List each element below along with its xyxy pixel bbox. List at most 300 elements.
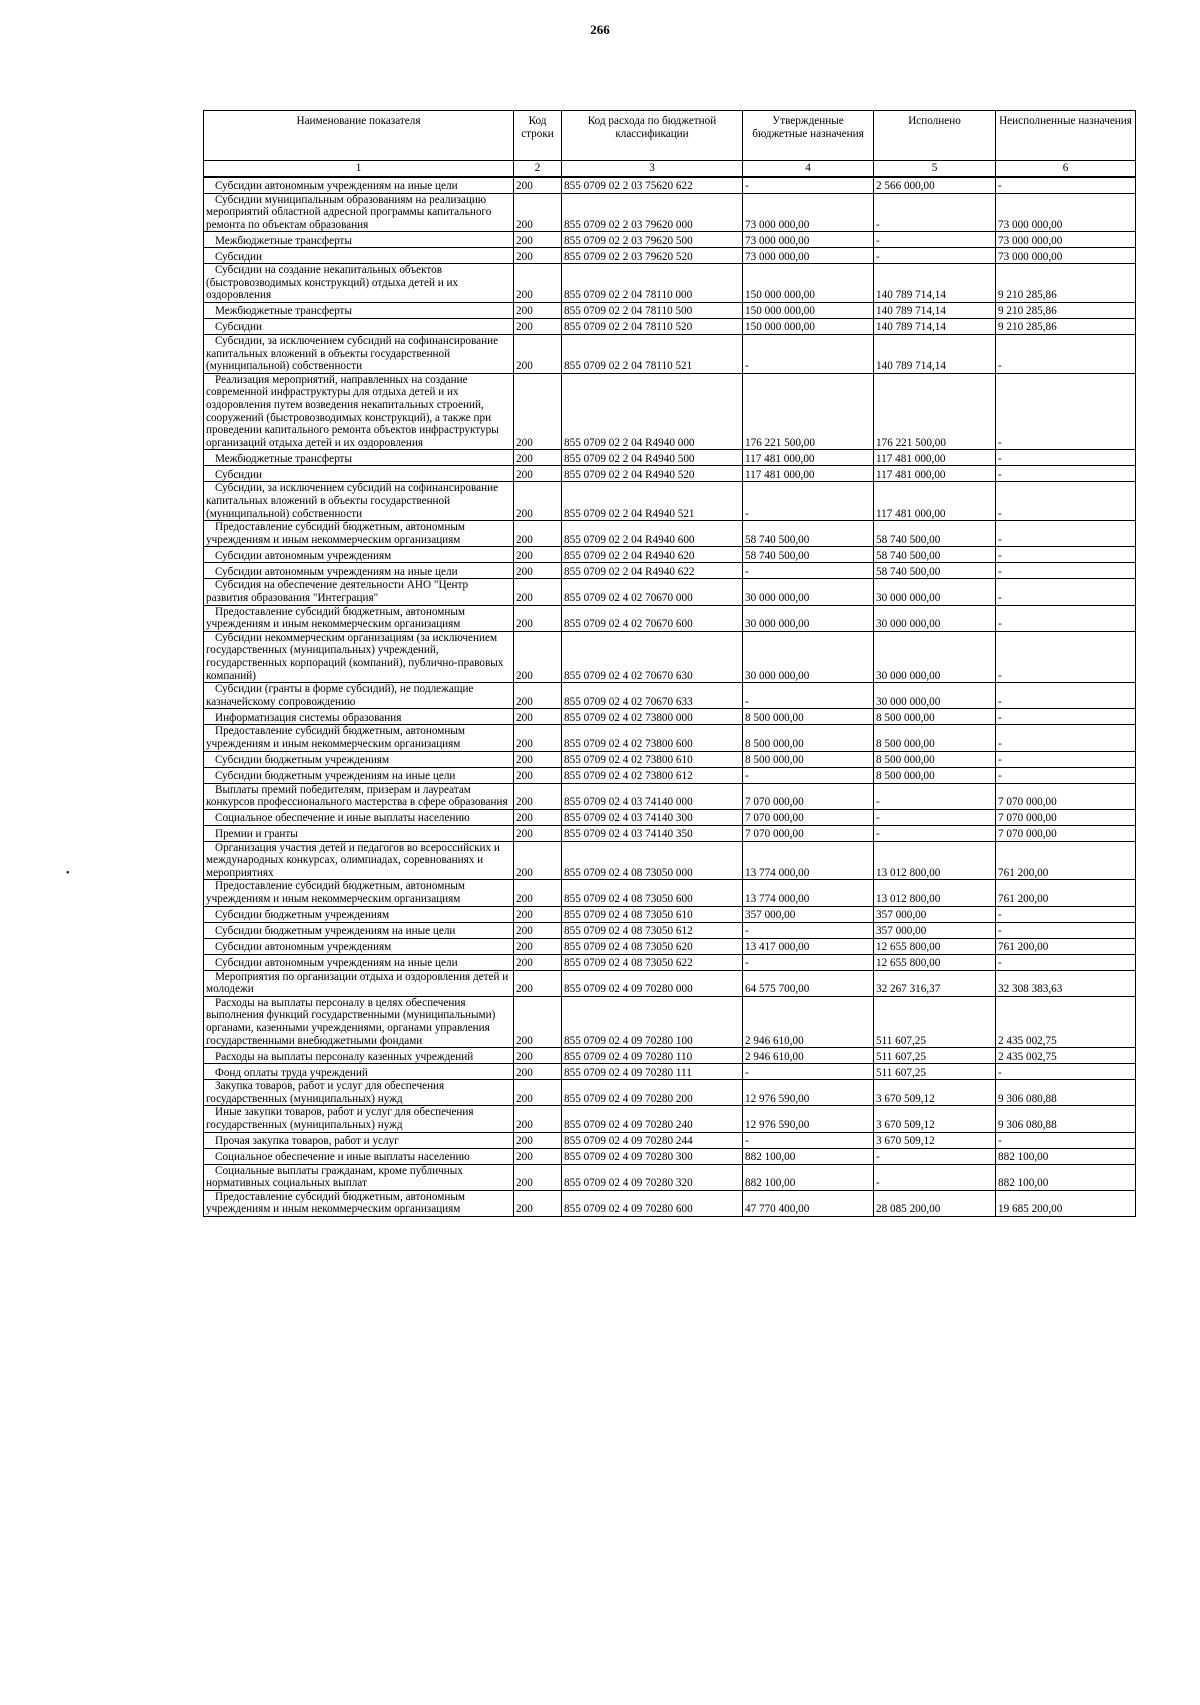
table-row: [204, 579, 1136, 605]
row-line-code-cell: 200: [514, 683, 562, 709]
row-name-cell: [204, 938, 514, 954]
row-line-code-cell: 200: [514, 709, 562, 725]
row-approved-cell: 73 000 000,00: [743, 232, 874, 248]
row-name-cell: [204, 825, 514, 841]
row-unexecuted-cell: -: [996, 683, 1136, 709]
row-unexecuted-cell: -: [996, 922, 1136, 938]
row-unexecuted-cell: -: [996, 631, 1136, 682]
row-name-text: Мероприятия по организации отдыха и оздоровления детей и молодежи: [206, 970, 509, 996]
row-expense-code-cell: 855 0709 02 4 09 70280 200: [562, 1080, 743, 1106]
row-name-cell: [204, 954, 514, 970]
row-executed-cell: -: [874, 825, 996, 841]
row-name-text: Субсидии бюджетным учреждениям: [215, 909, 390, 922]
table-row: [204, 482, 1136, 521]
row-name-text: Закупка товаров, работ и услуг для обеспечения государственных (муниципальных) нужд: [206, 1080, 445, 1105]
row-line-code-cell: 200: [514, 450, 562, 466]
row-line-code-cell: 200: [514, 1190, 562, 1216]
row-name-cell: [204, 970, 514, 996]
row-unexecuted-cell: -: [996, 547, 1136, 563]
row-executed-cell: 58 740 500,00: [874, 547, 996, 563]
row-line-code-cell: 200: [514, 783, 562, 809]
row-name-text: Субсидии автономным учреждениям: [215, 941, 392, 954]
row-name-cell: [204, 248, 514, 264]
row-expense-code-cell: 855 0709 02 4 09 70280 244: [562, 1132, 743, 1148]
row-approved-cell: -: [743, 767, 874, 783]
row-name-text: Выплаты премий победителям, призерам и лауреатам конкурсов профессионального мастерства в сфере образования: [206, 783, 508, 809]
table-row: [204, 232, 1136, 248]
row-unexecuted-cell: 2 435 002,75: [996, 1048, 1136, 1064]
row-name-text: Субсидии, за исключением субсидий на софинансирование капитальных вложений в объекты государственной (муниципальной) собственности: [206, 335, 499, 373]
table-row: [204, 335, 1136, 374]
row-expense-code-cell: 855 0709 02 4 09 70280 110: [562, 1048, 743, 1064]
row-name-text: Информатизация системы образования: [215, 711, 402, 724]
row-approved-cell: 12 976 590,00: [743, 1106, 874, 1132]
row-executed-cell: -: [874, 809, 996, 825]
row-executed-cell: 13 012 800,00: [874, 841, 996, 880]
table-row: [204, 563, 1136, 579]
row-name-text: Межбюджетные трансферты: [215, 305, 352, 318]
row-executed-cell: 511 607,25: [874, 1064, 996, 1080]
header-expense-code: Код расхода по бюджетной классификации: [562, 111, 743, 161]
row-line-code-cell: 200: [514, 841, 562, 880]
row-line-code-cell: 200: [514, 751, 562, 767]
row-expense-code-cell: 855 0709 02 4 09 70280 240: [562, 1106, 743, 1132]
row-approved-cell: 64 575 700,00: [743, 970, 874, 996]
row-name-text: Субсидии (гранты в форме субсидий), не подлежащие казначейскому сопровождению: [206, 683, 474, 708]
column-number: 3: [562, 161, 743, 178]
row-executed-cell: 140 789 714,14: [874, 264, 996, 303]
table-row: [204, 193, 1136, 232]
row-unexecuted-cell: 73 000 000,00: [996, 248, 1136, 264]
row-unexecuted-cell: -: [996, 521, 1136, 547]
row-unexecuted-cell: 9 210 285,86: [996, 303, 1136, 319]
row-unexecuted-cell: 9 306 080,88: [996, 1080, 1136, 1106]
row-line-code-cell: 200: [514, 248, 562, 264]
row-unexecuted-cell: 9 306 080,88: [996, 1106, 1136, 1132]
row-executed-cell: 28 085 200,00: [874, 1190, 996, 1216]
table-header: [204, 111, 1136, 178]
column-number: 4: [743, 161, 874, 178]
row-approved-cell: 357 000,00: [743, 906, 874, 922]
table-row: [204, 319, 1136, 335]
row-expense-code-cell: 855 0709 02 4 02 70670 000: [562, 579, 743, 605]
row-expense-code-cell: 855 0709 02 4 02 73800 612: [562, 767, 743, 783]
row-name-cell: [204, 563, 514, 579]
row-name-cell: [204, 683, 514, 709]
row-unexecuted-cell: -: [996, 906, 1136, 922]
header-line-code: Код строки: [514, 111, 562, 161]
table-row: [204, 547, 1136, 563]
row-executed-cell: 30 000 000,00: [874, 631, 996, 682]
row-name-text: Субсидии муниципальным образованиям на реализацию мероприятий областной адресной программы капитального ремонта по объектам образования: [206, 193, 492, 231]
row-name-cell: [204, 922, 514, 938]
row-approved-cell: 13 417 000,00: [743, 938, 874, 954]
row-line-code-cell: 200: [514, 1132, 562, 1148]
row-approved-cell: 7 070 000,00: [743, 783, 874, 809]
row-approved-cell: 73 000 000,00: [743, 248, 874, 264]
row-name-text: Предоставление субсидий бюджетным, автономным учреждениям и иным некоммерческим организациям: [206, 880, 465, 906]
row-approved-cell: -: [743, 1132, 874, 1148]
row-approved-cell: 2 946 610,00: [743, 1048, 874, 1064]
row-executed-cell: 511 607,25: [874, 996, 996, 1047]
row-unexecuted-cell: -: [996, 579, 1136, 605]
table-row: [204, 466, 1136, 482]
row-name-text: Организация участия детей и педагогов во всероссийских и международных конкурсах, олимпиадах, соревнованиях и мероприятиях: [206, 841, 500, 879]
table-row: [204, 996, 1136, 1047]
row-name-cell: [204, 1106, 514, 1132]
row-name-cell: [204, 751, 514, 767]
table-row: [204, 631, 1136, 682]
row-executed-cell: 58 740 500,00: [874, 521, 996, 547]
table-row: [204, 1106, 1136, 1132]
table-row: [204, 783, 1136, 809]
row-line-code-cell: 200: [514, 1106, 562, 1132]
row-name-text: Фонд оплаты труда учреждений: [215, 1066, 368, 1079]
row-executed-cell: 3 670 509,12: [874, 1106, 996, 1132]
row-expense-code-cell: 855 0709 02 4 02 70670 600: [562, 605, 743, 631]
row-expense-code-cell: 855 0709 02 2 04 78110 520: [562, 319, 743, 335]
row-name-cell: [204, 631, 514, 682]
header-unexecuted: Неисполненные назначения: [996, 111, 1136, 161]
budget-execution-table: [203, 110, 1136, 1217]
row-name-cell: [204, 996, 514, 1047]
row-expense-code-cell: 855 0709 02 2 04 R4940 520: [562, 466, 743, 482]
row-name-cell: [204, 1190, 514, 1216]
row-name-cell: [204, 709, 514, 725]
table-row: [204, 1190, 1136, 1216]
row-name-text: Субсидии на создание некапитальных объектов (быстровозводимых конструкций) отдыха детей и их оздоровления: [206, 264, 459, 302]
header-executed: Исполнено: [874, 111, 996, 161]
row-executed-cell: 140 789 714,14: [874, 335, 996, 374]
row-executed-cell: 140 789 714,14: [874, 303, 996, 319]
row-expense-code-cell: 855 0709 02 4 09 70280 111: [562, 1064, 743, 1080]
row-executed-cell: 357 000,00: [874, 922, 996, 938]
table-row: [204, 521, 1136, 547]
row-expense-code-cell: 855 0709 02 2 04 R4940 521: [562, 482, 743, 521]
row-line-code-cell: 200: [514, 880, 562, 906]
row-unexecuted-cell: -: [996, 450, 1136, 466]
row-line-code-cell: 200: [514, 1148, 562, 1164]
row-line-code-cell: 200: [514, 563, 562, 579]
row-unexecuted-cell: 882 100,00: [996, 1148, 1136, 1164]
row-approved-cell: 7 070 000,00: [743, 809, 874, 825]
row-executed-cell: 13 012 800,00: [874, 880, 996, 906]
row-name-cell: [204, 880, 514, 906]
row-name-cell: [204, 193, 514, 232]
row-executed-cell: 30 000 000,00: [874, 605, 996, 631]
row-approved-cell: 47 770 400,00: [743, 1190, 874, 1216]
row-unexecuted-cell: 761 200,00: [996, 938, 1136, 954]
row-name-text: Субсидии бюджетным учреждениям на иные цели: [215, 769, 456, 782]
row-name-cell: [204, 547, 514, 563]
table-row: [204, 938, 1136, 954]
row-name-text: Социальное обеспечение и иные выплаты населению: [215, 812, 470, 825]
row-expense-code-cell: 855 0709 02 4 02 73800 000: [562, 709, 743, 725]
row-unexecuted-cell: -: [996, 954, 1136, 970]
row-executed-cell: 2 566 000,00: [874, 177, 996, 193]
row-expense-code-cell: 855 0709 02 4 09 70280 300: [562, 1148, 743, 1164]
row-expense-code-cell: 855 0709 02 4 03 74140 300: [562, 809, 743, 825]
row-name-text: Предоставление субсидий бюджетным, автономным учреждениям и иным некоммерческим организациям: [206, 521, 465, 546]
row-line-code-cell: 200: [514, 954, 562, 970]
row-expense-code-cell: 855 0709 02 4 08 73050 612: [562, 922, 743, 938]
row-unexecuted-cell: -: [996, 482, 1136, 521]
table-row: [204, 1132, 1136, 1148]
table-row: [204, 709, 1136, 725]
row-executed-cell: 357 000,00: [874, 906, 996, 922]
row-name-cell: [204, 335, 514, 374]
row-name-text: Субсидии бюджетным учреждениям: [215, 753, 390, 766]
row-name-cell: [204, 1048, 514, 1064]
row-line-code-cell: 200: [514, 177, 562, 193]
row-unexecuted-cell: 19 685 200,00: [996, 1190, 1136, 1216]
row-name-text: Межбюджетные трансферты: [215, 452, 352, 465]
row-expense-code-cell: 855 0709 02 4 08 73050 610: [562, 906, 743, 922]
row-expense-code-cell: 855 0709 02 4 03 74140 000: [562, 783, 743, 809]
row-executed-cell: -: [874, 1164, 996, 1190]
row-unexecuted-cell: -: [996, 466, 1136, 482]
row-line-code-cell: 200: [514, 1164, 562, 1190]
row-name-cell: [204, 767, 514, 783]
row-name-text: Предоставление субсидий бюджетным, автономным учреждениям и иным некоммерческим организациям: [206, 1190, 465, 1216]
table-row: [204, 906, 1136, 922]
row-unexecuted-cell: -: [996, 335, 1136, 374]
row-approved-cell: 150 000 000,00: [743, 303, 874, 319]
row-line-code-cell: 200: [514, 725, 562, 751]
row-line-code-cell: 200: [514, 319, 562, 335]
row-expense-code-cell: 855 0709 02 4 09 70280 320: [562, 1164, 743, 1190]
header-approved: Утвержденные бюджетные назначения: [743, 111, 874, 161]
row-expense-code-cell: 855 0709 02 2 03 79620 520: [562, 248, 743, 264]
row-executed-cell: 8 500 000,00: [874, 767, 996, 783]
row-unexecuted-cell: -: [996, 767, 1136, 783]
row-name-text: Реализация мероприятий, направленных на создание современной инфраструктуры для отдыха детей и их оздоровления путем возведения некапитальных строений, сооружений (быстровозводимых конструкций), а также при проведении капитального ремонта объектов инфраструктуры организаций отдыха детей и их оздоровления: [206, 373, 499, 449]
row-approved-cell: -: [743, 335, 874, 374]
row-unexecuted-cell: 7 070 000,00: [996, 809, 1136, 825]
row-approved-cell: 7 070 000,00: [743, 825, 874, 841]
row-name-cell: [204, 1148, 514, 1164]
row-approved-cell: 2 946 610,00: [743, 996, 874, 1047]
row-expense-code-cell: 855 0709 02 4 09 70280 600: [562, 1190, 743, 1216]
row-expense-code-cell: 855 0709 02 2 04 R4940 500: [562, 450, 743, 466]
row-executed-cell: 3 670 509,12: [874, 1080, 996, 1106]
row-expense-code-cell: 855 0709 02 2 04 78110 000: [562, 264, 743, 303]
row-unexecuted-cell: 761 200,00: [996, 880, 1136, 906]
row-line-code-cell: 200: [514, 938, 562, 954]
row-name-cell: [204, 841, 514, 880]
table-row: [204, 303, 1136, 319]
row-unexecuted-cell: 9 210 285,86: [996, 264, 1136, 303]
table-row: [204, 1048, 1136, 1064]
row-executed-cell: 58 740 500,00: [874, 563, 996, 579]
row-expense-code-cell: 855 0709 02 2 04 78110 500: [562, 303, 743, 319]
row-executed-cell: 8 500 000,00: [874, 709, 996, 725]
row-executed-cell: -: [874, 783, 996, 809]
row-approved-cell: 13 774 000,00: [743, 880, 874, 906]
row-unexecuted-cell: -: [996, 1132, 1136, 1148]
row-approved-cell: -: [743, 563, 874, 579]
row-line-code-cell: 200: [514, 547, 562, 563]
row-name-text: Субсидии автономным учреждениям на иные цели: [215, 179, 458, 192]
row-expense-code-cell: 855 0709 02 4 03 74140 350: [562, 825, 743, 841]
row-name-cell: [204, 1064, 514, 1080]
row-line-code-cell: 200: [514, 767, 562, 783]
row-expense-code-cell: 855 0709 02 2 03 79620 000: [562, 193, 743, 232]
row-name-cell: [204, 232, 514, 248]
scan-dot: •: [66, 868, 70, 879]
row-executed-cell: 8 500 000,00: [874, 725, 996, 751]
table-row: [204, 751, 1136, 767]
table-row: [204, 605, 1136, 631]
row-line-code-cell: 200: [514, 1064, 562, 1080]
row-expense-code-cell: 855 0709 02 2 03 79620 500: [562, 232, 743, 248]
row-executed-cell: 117 481 000,00: [874, 466, 996, 482]
row-unexecuted-cell: -: [996, 751, 1136, 767]
row-executed-cell: 30 000 000,00: [874, 579, 996, 605]
row-name-cell: [204, 303, 514, 319]
row-executed-cell: 32 267 316,37: [874, 970, 996, 996]
row-unexecuted-cell: -: [996, 563, 1136, 579]
row-line-code-cell: 200: [514, 1048, 562, 1064]
row-line-code-cell: 200: [514, 303, 562, 319]
row-name-text: Субсидии автономным учреждениям: [215, 549, 392, 562]
row-approved-cell: 882 100,00: [743, 1164, 874, 1190]
row-name-cell: [204, 319, 514, 335]
row-name-cell: [204, 906, 514, 922]
row-name-text: Субсидии: [215, 468, 262, 481]
row-expense-code-cell: 855 0709 02 2 04 78110 521: [562, 335, 743, 374]
row-name-text: Субсидии, за исключением субсидий на софинансирование капитальных вложений в объекты государственной (муниципальной) собственности: [206, 482, 499, 520]
table-row: [204, 841, 1136, 880]
row-name-text: Социальные выплаты гражданам, кроме публичных нормативных социальных выплат: [206, 1164, 463, 1190]
row-executed-cell: -: [874, 232, 996, 248]
row-unexecuted-cell: 9 210 285,86: [996, 319, 1136, 335]
table-row: [204, 1148, 1136, 1164]
row-expense-code-cell: 855 0709 02 4 02 73800 600: [562, 725, 743, 751]
table-row: [204, 825, 1136, 841]
row-line-code-cell: 200: [514, 906, 562, 922]
row-executed-cell: -: [874, 193, 996, 232]
row-executed-cell: 511 607,25: [874, 1048, 996, 1064]
row-name-text: Субсидии автономным учреждениям на иные цели: [215, 565, 458, 578]
table-body: [204, 177, 1136, 1216]
row-executed-cell: 12 655 800,00: [874, 938, 996, 954]
row-unexecuted-cell: 882 100,00: [996, 1164, 1136, 1190]
row-name-cell: [204, 177, 514, 193]
column-number: 6: [996, 161, 1136, 178]
table-row: [204, 1164, 1136, 1190]
row-name-text: Межбюджетные трансферты: [215, 234, 352, 247]
row-approved-cell: 13 774 000,00: [743, 841, 874, 880]
row-unexecuted-cell: -: [996, 373, 1136, 450]
row-name-text: Иные закупки товаров, работ и услуг для обеспечения государственных (муниципальных) нужд: [206, 1106, 474, 1131]
row-approved-cell: 117 481 000,00: [743, 466, 874, 482]
row-line-code-cell: 200: [514, 521, 562, 547]
row-expense-code-cell: 855 0709 02 2 04 R4940 622: [562, 563, 743, 579]
table-row: [204, 725, 1136, 751]
row-name-cell: [204, 466, 514, 482]
row-executed-cell: 176 221 500,00: [874, 373, 996, 450]
row-line-code-cell: 200: [514, 605, 562, 631]
row-approved-cell: 117 481 000,00: [743, 450, 874, 466]
row-line-code-cell: 200: [514, 264, 562, 303]
row-expense-code-cell: 855 0709 02 4 08 73050 620: [562, 938, 743, 954]
table-row: [204, 767, 1136, 783]
row-expense-code-cell: 855 0709 02 4 02 73800 610: [562, 751, 743, 767]
row-line-code-cell: 200: [514, 809, 562, 825]
row-name-text: Премии и гранты: [215, 828, 298, 841]
row-name-cell: [204, 482, 514, 521]
row-approved-cell: 150 000 000,00: [743, 264, 874, 303]
row-name-text: Субсидии: [215, 250, 262, 263]
row-expense-code-cell: 855 0709 02 4 02 70670 630: [562, 631, 743, 682]
column-number: 5: [874, 161, 996, 178]
row-name-text: Расходы на выплаты персоналу казенных учреждений: [215, 1050, 474, 1063]
row-approved-cell: -: [743, 922, 874, 938]
row-name-text: Субсидии автономным учреждениям на иные цели: [215, 957, 458, 970]
row-unexecuted-cell: 2 435 002,75: [996, 996, 1136, 1047]
row-unexecuted-cell: 32 308 383,63: [996, 970, 1136, 996]
row-unexecuted-cell: -: [996, 605, 1136, 631]
table-row: [204, 373, 1136, 450]
row-line-code-cell: 200: [514, 1080, 562, 1106]
row-expense-code-cell: 855 0709 02 4 09 70280 100: [562, 996, 743, 1047]
row-unexecuted-cell: 761 200,00: [996, 841, 1136, 880]
row-approved-cell: 30 000 000,00: [743, 605, 874, 631]
table-row: [204, 809, 1136, 825]
row-executed-cell: 3 670 509,12: [874, 1132, 996, 1148]
row-name-text: Субсидии бюджетным учреждениям на иные цели: [215, 925, 456, 938]
row-name-cell: [204, 1132, 514, 1148]
row-name-cell: [204, 725, 514, 751]
row-name-cell: [204, 1164, 514, 1190]
row-line-code-cell: 200: [514, 466, 562, 482]
row-unexecuted-cell: 73 000 000,00: [996, 193, 1136, 232]
row-expense-code-cell: 855 0709 02 4 08 73050 000: [562, 841, 743, 880]
row-line-code-cell: 200: [514, 373, 562, 450]
row-name-text: Предоставление субсидий бюджетным, автономным учреждениям и иным некоммерческим организациям: [206, 725, 465, 750]
row-executed-cell: 117 481 000,00: [874, 450, 996, 466]
row-name-cell: [204, 579, 514, 605]
row-name-text: Субсидии некоммерческим организациям (за исключением государственных (муниципальных) учреждений, государственных корпораций (компаний), публично-правовых компаний): [206, 631, 504, 682]
page-number: 266: [590, 22, 610, 37]
row-name-cell: [204, 373, 514, 450]
row-name-text: Социальное обеспечение и иные выплаты населению: [215, 1151, 470, 1163]
row-line-code-cell: 200: [514, 482, 562, 521]
row-unexecuted-cell: 7 070 000,00: [996, 783, 1136, 809]
row-unexecuted-cell: -: [996, 709, 1136, 725]
row-executed-cell: 8 500 000,00: [874, 751, 996, 767]
table-row: [204, 880, 1136, 906]
row-line-code-cell: 200: [514, 579, 562, 605]
row-approved-cell: 8 500 000,00: [743, 709, 874, 725]
row-line-code-cell: 200: [514, 922, 562, 938]
table-row: [204, 177, 1136, 193]
row-name-text: Субсидии: [215, 321, 262, 334]
row-line-code-cell: 200: [514, 631, 562, 682]
row-unexecuted-cell: 7 070 000,00: [996, 825, 1136, 841]
table-row: [204, 1064, 1136, 1080]
table-row: [204, 970, 1136, 996]
row-approved-cell: 150 000 000,00: [743, 319, 874, 335]
row-name-cell: [204, 521, 514, 547]
row-expense-code-cell: 855 0709 02 4 08 73050 622: [562, 954, 743, 970]
row-unexecuted-cell: -: [996, 725, 1136, 751]
row-name-cell: [204, 605, 514, 631]
row-name-cell: [204, 1080, 514, 1106]
row-line-code-cell: 200: [514, 232, 562, 248]
row-expense-code-cell: 855 0709 02 4 08 73050 600: [562, 880, 743, 906]
